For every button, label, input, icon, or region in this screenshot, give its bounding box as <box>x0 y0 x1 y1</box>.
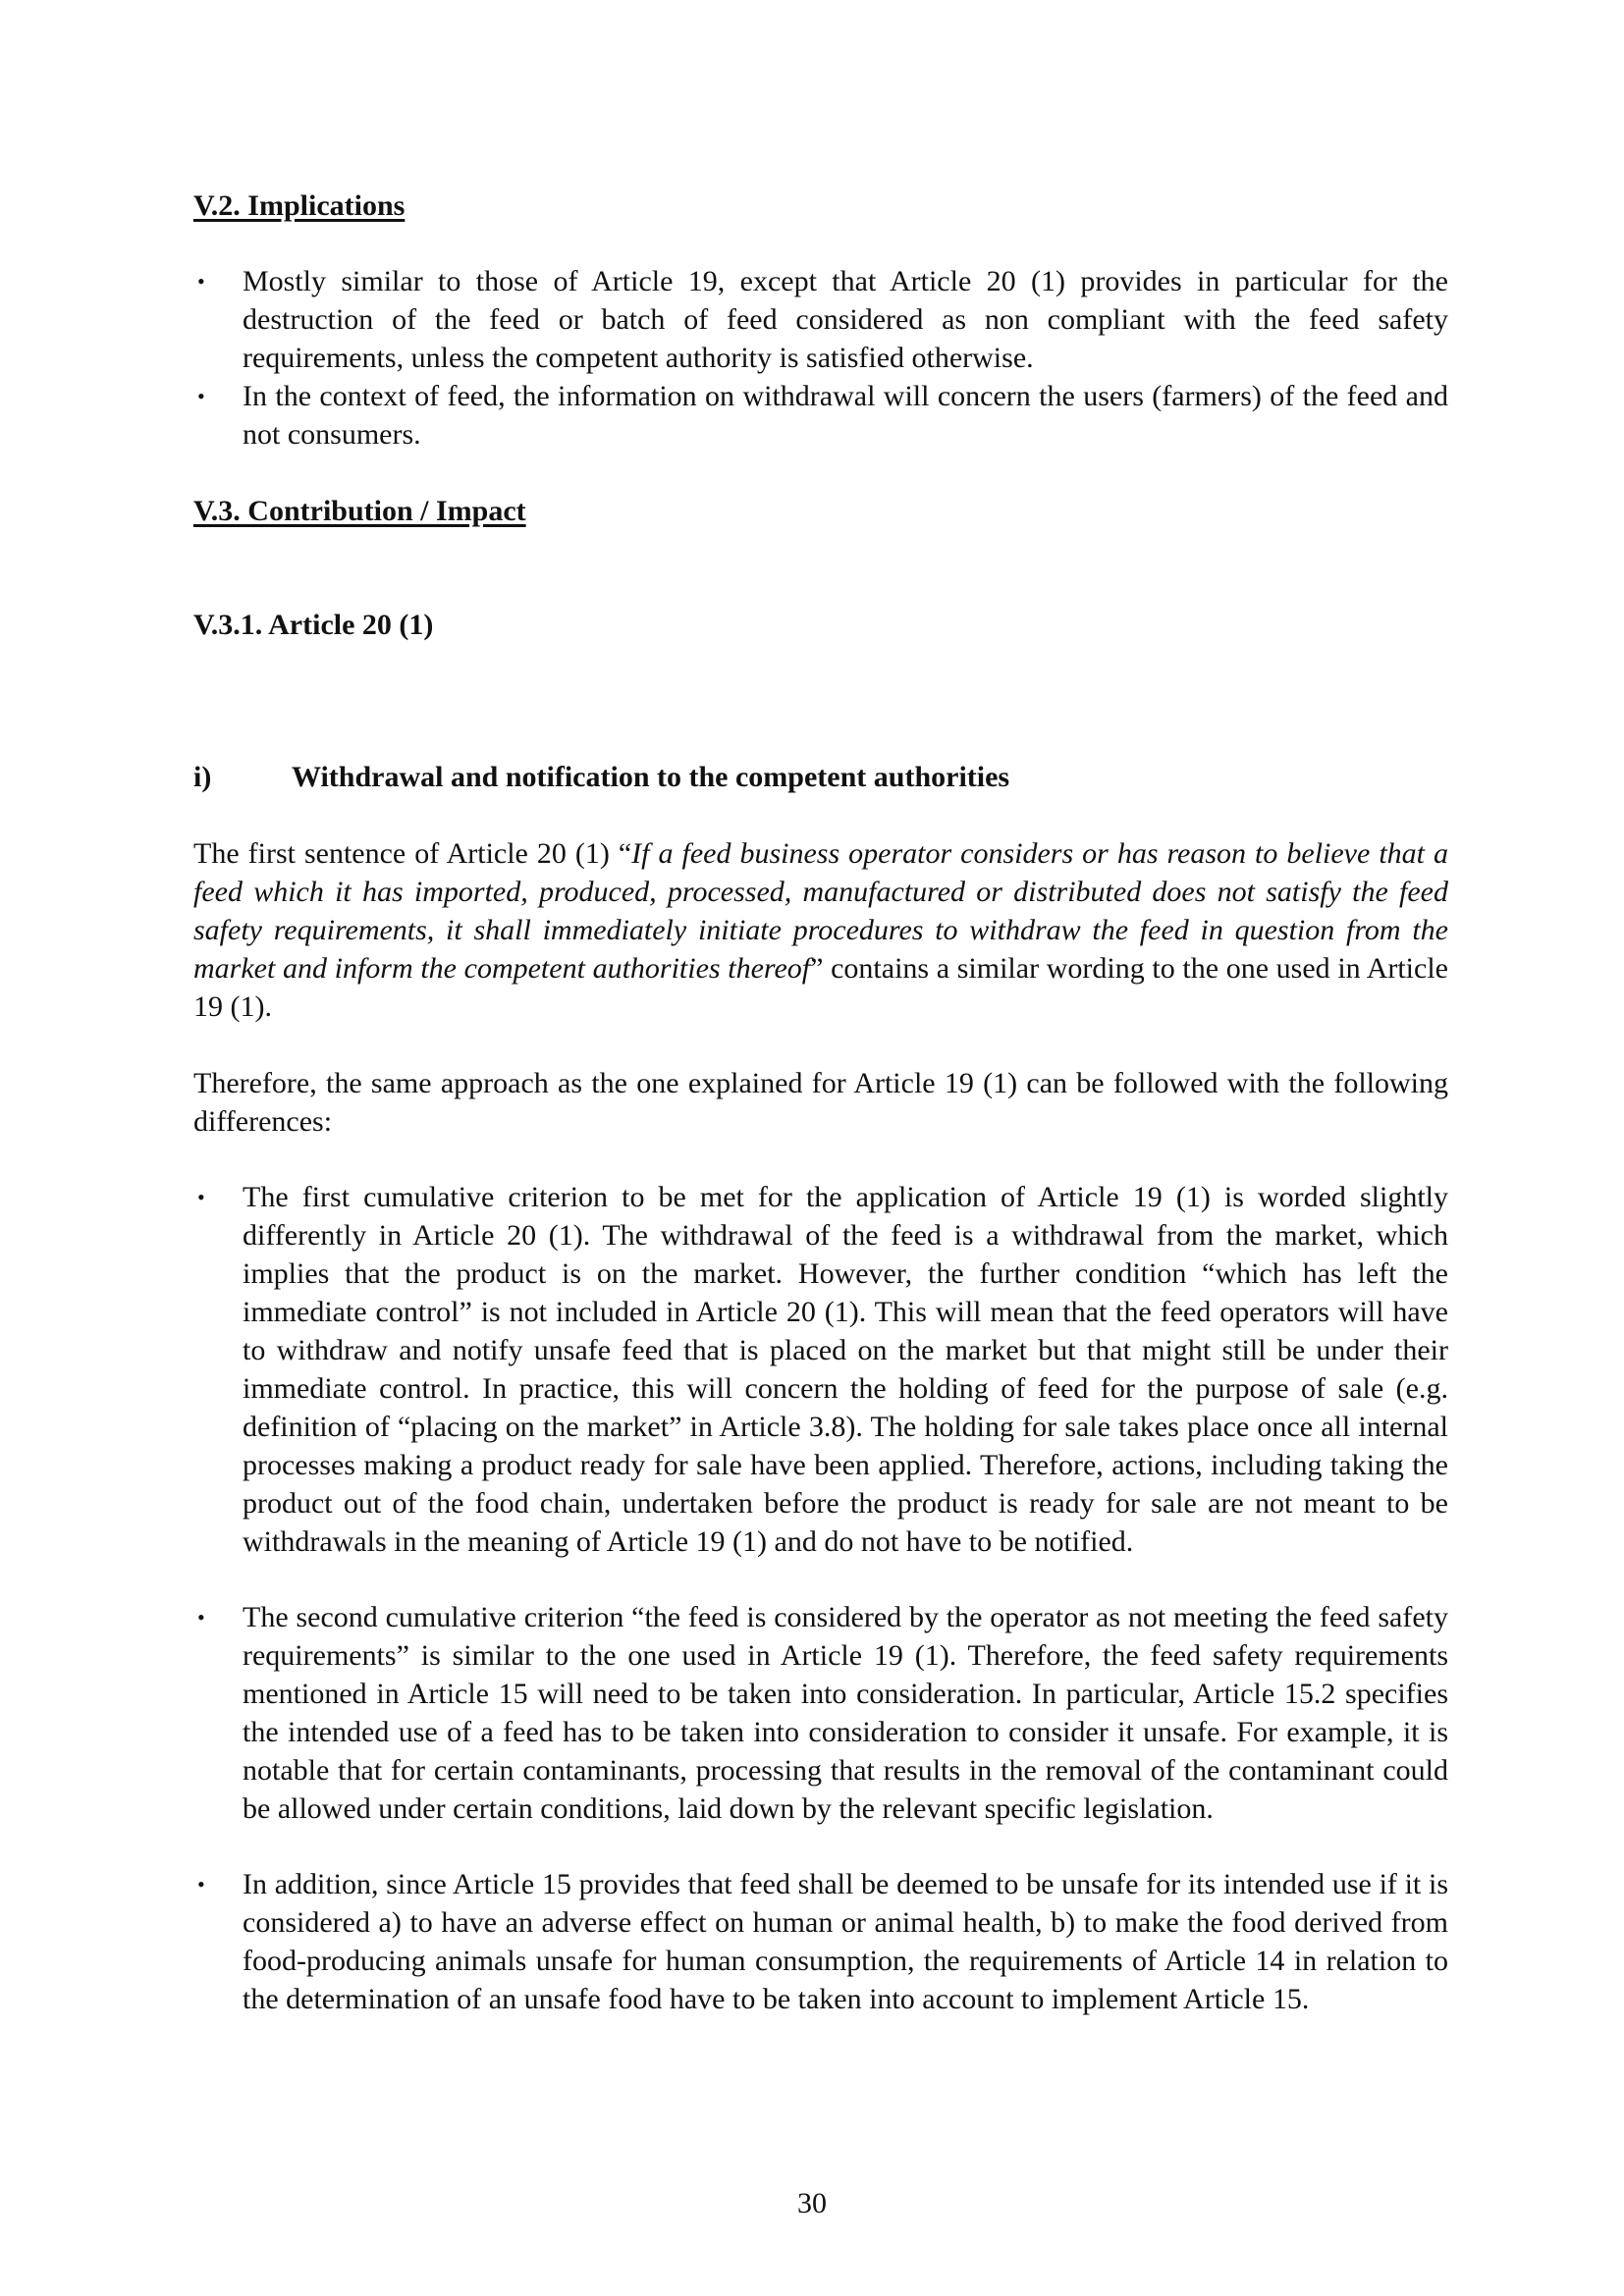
list-item <box>193 377 1448 454</box>
bullet-icon: • <box>197 1605 205 1629</box>
bullet-icon: • <box>197 1872 205 1896</box>
paragraph-tail: ” contains a similar wording to the one used in Article 19 (1). <box>193 952 1448 1023</box>
list-item <box>193 1598 1448 1828</box>
section-v3-heading: V.3. Contribution / Impact <box>193 495 526 527</box>
bullet-icon: • <box>197 384 205 408</box>
subsection-number: i) <box>193 761 212 793</box>
section-v2-heading: V.2. Implications <box>193 189 406 222</box>
list-item-text: The second cumulative criterion “the feed is considered by the operator as not meeting the feed safety requirements” is similar to the one used in Article 19 (1). Therefore, the feed safety requirements mentioned in Article 15 will need to be taken into consideration. In particular, Article 15.2 specifies the intended use of a feed has to be taken into consideration to consider it unsafe. For example, it is notable that for certain contaminants, processing that results in the removal of the contaminant could be allowed under certain conditions, laid down by the relevant specific legislation. <box>243 1601 1448 1825</box>
paragraph-lead: The first sentence of Article 20 (1) “ <box>193 837 632 870</box>
page-number: 30 <box>797 2187 827 2219</box>
list-item-text: Mostly similar to those of Article 19, except that Article 20 (1) provides in particular for the destruction of the feed or batch of feed considered as non compliant with the feed safety requirements, unless the competent authority is satisfied otherwise. <box>243 265 1448 374</box>
bullet-icon: • <box>197 1185 205 1209</box>
list-item <box>193 1865 1448 2018</box>
subsection-title: Withdrawal and notification to the competent authorities <box>292 761 1010 793</box>
list-item <box>193 262 1448 377</box>
section-v31-heading: V.3.1. Article 20 (1) <box>193 609 434 641</box>
subsection-i-heading <box>193 758 1448 796</box>
differences-list <box>193 1178 1448 2018</box>
document-page <box>193 187 1448 2018</box>
paragraph-article-20-quote <box>193 834 1448 1026</box>
list-item <box>193 1178 1448 1561</box>
list-item-text: In addition, since Article 15 provides that feed shall be deemed to be unsafe for its intended use if it is considered a) to have an adverse effect on human or animal health, b) to make the food derived from food-producing animals unsafe for human consumption, the requirements of Article 14 in relation to the determination of an unsafe food have to be taken into account to implement Article 15. <box>243 1868 1448 2015</box>
implications-list <box>193 262 1448 454</box>
quoted-text: If a feed business operator considers or has reason to believe that a feed which it has imported, produced, processed, manufactured or distributed does not satisfy the feed safety requirements, it shall immediately initiate procedures to withdraw the feed in question from the market and inform the competent authorities thereof <box>193 837 1448 985</box>
list-item-text: In the context of feed, the information on withdrawal will concern the users (farmers) of the feed and not consumers. <box>243 380 1448 451</box>
paragraph-approach: Therefore, the same approach as the one explained for Article 19 (1) can be followed with the following differences: <box>193 1067 1448 1138</box>
list-item-text: The first cumulative criterion to be met for the application of Article 19 (1) is worded slightly differently in Article 20 (1). The withdrawal of the feed is a withdrawal from the market, which implies that the product is on the market. However, the further condition “which has left the immediate control” is not included in Article 20 (1). This will mean that the feed operators will have to withdraw and notify unsafe feed that is placed on the market but that might still be under their immediate control. In practice, this will concern the holding of feed for the purpose of sale (e.g. definition of “placing on the market” in Article 3.8). The holding for sale takes place once all internal processes making a product ready for sale have been applied. Therefore, actions, including taking the product out of the food chain, undertaken before the product is ready for sale are not meant to be withdrawals in the meaning of Article 19 (1) and do not have to be notified. <box>243 1181 1448 1558</box>
bullet-icon: • <box>197 269 205 294</box>
